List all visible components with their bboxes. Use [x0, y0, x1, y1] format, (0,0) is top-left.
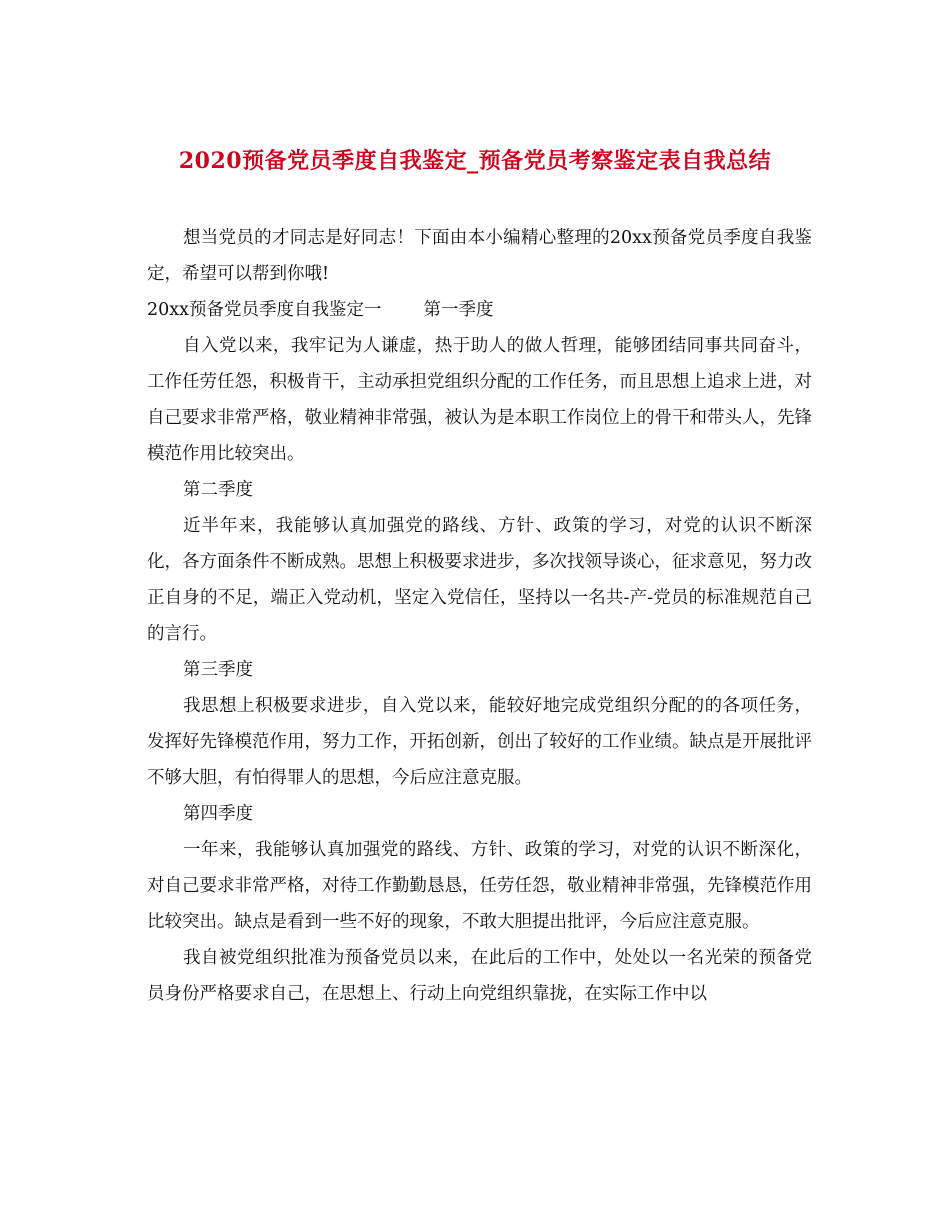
document-title: 2020预备党员季度自我鉴定_预备党员考察鉴定表自我总结 — [178, 148, 772, 174]
q4-heading: 第四季度 — [183, 804, 253, 824]
q2-heading: 第二季度 — [183, 480, 253, 500]
q1-paragraph: 自入党以来，我牢记为人谦虚，热于助人的做人哲理，能够团结同事共同奋斗，工作任劳任怨，积极肯干，主动承担党组织分配的工作任务，而且思想上追求上进，对自己要求非常严格，敬业精神非常强，被认为是本职工作岗位上的骨干和带头人，先锋模范作用比较突出。 — [147, 336, 812, 464]
q2-paragraph: 近半年来，我能够认真加强党的路线、方针、政策的学习，对党的认识不断深化，各方面条件不断成熟。思想上积极要求进步，多次找领导谈心，征求意见，努力改正自身的不足，端正入党动机，坚定入党信任，坚持以一名共-产-党员的标准规范自己的言行。 — [147, 516, 812, 644]
document-body — [147, 220, 812, 1012]
closing-paragraph: 我自被党组织批准为预备党员以来，在此后的工作中，处处以一名光荣的预备党员身份严格要求自己，在思想上、行动上向党组织靠拢，在实际工作中以 — [147, 948, 812, 1004]
section-1-label: 20xx预备党员季度自我鉴定一 — [147, 300, 382, 320]
q3-heading: 第三季度 — [183, 660, 253, 680]
q3-paragraph: 我思想上积极要求进步，自入党以来，能较好地完成党组织分配的的各项任务，发挥好先锋模范作用，努力工作，开拓创新，创出了较好的工作业绩。缺点是开展批评不够大胆，有怕得罪人的思想，今后应注意克服。 — [147, 696, 812, 788]
q4-paragraph: 一年来，我能够认真加强党的路线、方针、政策的学习，对党的认识不断深化，对自己要求非常严格，对待工作勤勤恳恳，任劳任怨，敬业精神非常强，先锋模范作用比较突出。缺点是看到一些不好的现象，不敢大胆提出批评，今后应注意克服。 — [147, 840, 812, 932]
q1-heading: 第一季度 — [423, 300, 494, 320]
section-1-line — [147, 292, 812, 328]
intro-paragraph: 想当党员的才同志是好同志！下面由本小编精心整理的20xx预备党员季度自我鉴定，希望可以帮到你哦! — [147, 228, 812, 284]
